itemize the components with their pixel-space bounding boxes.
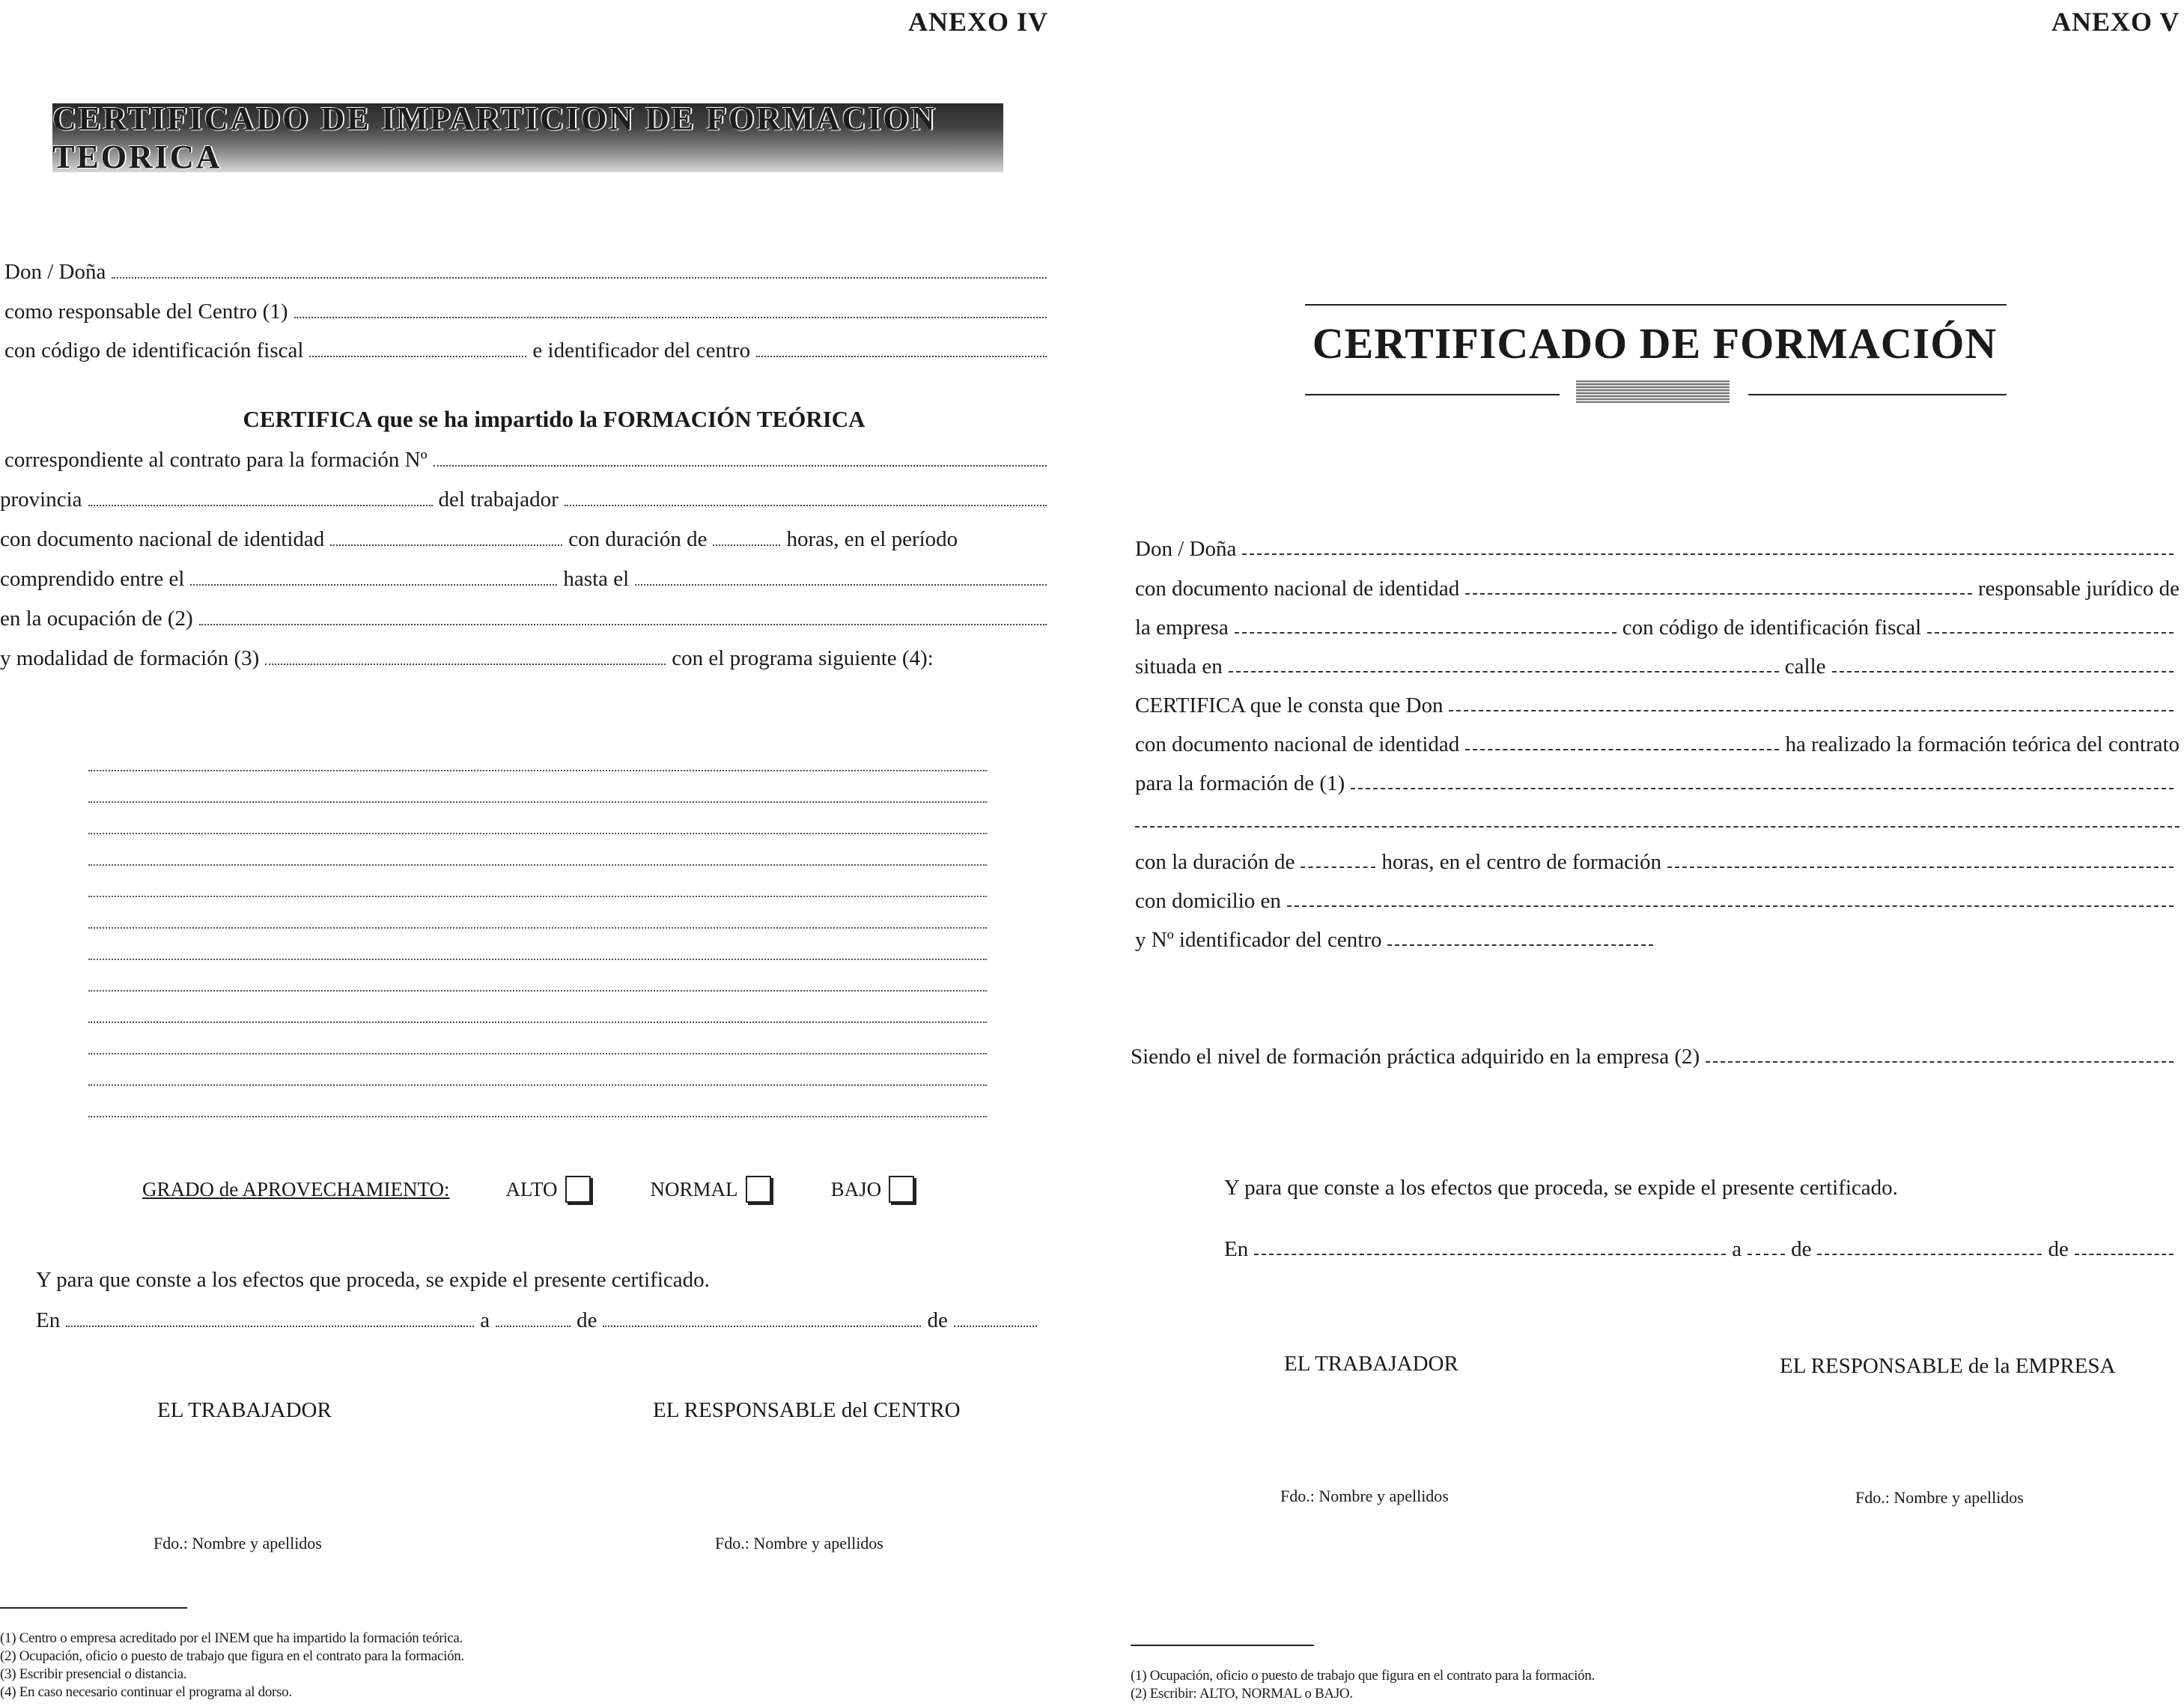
banner-title: CERTIFICADO DE IMPARTICION DE FORMACION TEORICA xyxy=(52,100,937,175)
signature-responsable: EL RESPONSABLE del CENTRO xyxy=(653,1398,961,1422)
footnote-3: (3) Escribir presencial o distancia. xyxy=(0,1666,187,1682)
cif-line[interactable] xyxy=(1927,631,2174,634)
place-line[interactable] xyxy=(66,1325,474,1327)
certificate-banner xyxy=(52,100,1003,175)
domicilio-line[interactable] xyxy=(1287,905,2174,907)
program-line[interactable] xyxy=(88,959,987,960)
title-emblem xyxy=(1576,380,1730,403)
situada-line[interactable] xyxy=(1229,670,1779,673)
date-line[interactable]: En a de de xyxy=(1224,1236,2180,1263)
program-line[interactable] xyxy=(88,801,987,803)
program-line[interactable] xyxy=(88,864,987,866)
program-line[interactable] xyxy=(88,1053,987,1054)
footnote-rule xyxy=(1131,1645,1314,1646)
identificador-line[interactable] xyxy=(1387,944,1653,946)
footnote-2: (2) Escribir: ALTO, NORMAL o BAJO. xyxy=(1131,1686,1353,1702)
bajo-checkbox[interactable] xyxy=(889,1176,914,1203)
anexo-v-page xyxy=(1123,0,2184,1706)
field-domicilio[interactable]: con domicilio en xyxy=(1135,887,2180,914)
closing-text: Y para que conste a los efectos que proceda, se expide el presente certificado. xyxy=(36,1268,710,1292)
footnote-1: (1) Centro o empresa acreditado por el INEM que ha impartido la formación teórica. xyxy=(0,1630,463,1646)
certificate-title: CERTIFICADO DE FORMACIÓN xyxy=(1312,319,1998,368)
signature-worker: EL TRABAJADOR xyxy=(1284,1352,1458,1376)
year-line[interactable] xyxy=(2075,1253,2174,1255)
contrato-line[interactable] xyxy=(434,464,1047,467)
field-consta[interactable]: CERTIFICA que le consta que Don xyxy=(1135,692,2180,719)
program-line[interactable] xyxy=(88,896,987,897)
program-line[interactable] xyxy=(88,770,987,771)
field-identificador[interactable]: y Nº identificador del centro xyxy=(1135,926,1659,953)
field-nivel[interactable]: Siendo el nivel de formación práctica adquirido en la empresa (2) xyxy=(1131,1043,2180,1070)
provincia-line[interactable] xyxy=(88,504,433,506)
para-line[interactable] xyxy=(1351,787,2174,789)
anexo-iv-label: ANEXO IV xyxy=(908,7,1049,37)
field-provincia[interactable]: provincia del trabajador xyxy=(0,486,1053,513)
cif-line[interactable] xyxy=(309,355,526,357)
date-line[interactable]: En a de de xyxy=(36,1307,1043,1334)
program-line[interactable] xyxy=(88,833,987,834)
fdo-responsable: Fdo.: Nombre y apellidos xyxy=(715,1534,883,1552)
alto-checkbox[interactable] xyxy=(565,1176,591,1203)
field-cif[interactable]: con código de identificación fiscal e identificador del centro xyxy=(4,337,1053,364)
title-top-rule xyxy=(1305,304,2007,306)
nivel-line[interactable] xyxy=(1706,1060,2174,1063)
consta-line[interactable] xyxy=(1449,709,2174,711)
title-bottom-rule-left xyxy=(1305,394,1560,395)
month-line[interactable] xyxy=(603,1325,921,1327)
fdo-worker: Fdo.: Nombre y apellidos xyxy=(1280,1487,1449,1505)
option-normal[interactable]: NORMAL xyxy=(651,1176,771,1203)
fdo-worker: Fdo.: Nombre y apellidos xyxy=(153,1534,322,1552)
trabajador-line[interactable] xyxy=(565,504,1047,506)
field-don[interactable]: Don / Doña xyxy=(4,258,1053,285)
field-empresa[interactable]: la empresa con código de identificación fiscal xyxy=(1135,614,2180,641)
dni2-line[interactable] xyxy=(1465,748,1779,750)
field-modalidad[interactable]: y modalidad de formación (3) con el programa siguiente (4): xyxy=(0,646,934,670)
certifica-heading: CERTIFICA que se ha impartido la FORMACIÓN TEÓRICA xyxy=(243,406,866,432)
calle-line[interactable] xyxy=(1832,670,2174,673)
program-line[interactable] xyxy=(88,1084,987,1086)
year-line[interactable] xyxy=(954,1325,1037,1327)
month-line[interactable] xyxy=(1817,1253,2042,1255)
hasta-line[interactable] xyxy=(635,583,1047,586)
field-dni[interactable]: con documento nacional de identidad con duración de horas, en el período xyxy=(0,527,958,551)
don-line[interactable] xyxy=(112,276,1047,279)
empresa-line[interactable] xyxy=(1235,631,1616,634)
footnote-2: (2) Ocupación, oficio o puesto de trabajo que figura en el contrato para la formación. xyxy=(0,1648,464,1664)
field-duracion[interactable]: con la duración de horas, en el centro de formación xyxy=(1135,849,2180,875)
footnote-4: (4) En caso necesario continuar el programa al dorso. xyxy=(0,1684,292,1700)
option-alto[interactable]: ALTO xyxy=(506,1176,591,1203)
field-don[interactable]: Don / Doña xyxy=(1135,535,2180,562)
day-line[interactable] xyxy=(496,1325,571,1327)
ocupacion-line[interactable] xyxy=(199,623,1047,625)
duracion-line[interactable] xyxy=(1301,866,1375,868)
signature-responsable: EL RESPONSABLE de la EMPRESA xyxy=(1780,1354,2116,1378)
program-line[interactable] xyxy=(88,1022,987,1023)
grado-label: GRADO de APROVECHAMIENTO: xyxy=(142,1177,450,1200)
field-periodo[interactable]: comprendido entre el hasta el xyxy=(0,565,1053,592)
field-ocupacion[interactable]: en la ocupación de (2) xyxy=(0,605,1053,632)
identificador-line[interactable] xyxy=(756,355,1047,357)
program-line[interactable] xyxy=(88,990,987,992)
don-line[interactable] xyxy=(1242,553,2174,555)
normal-checkbox[interactable] xyxy=(746,1176,771,1203)
anexo-v-label: ANEXO V xyxy=(2051,7,2180,37)
field-responsable[interactable]: como responsable del Centro (1) xyxy=(4,298,1053,325)
signature-worker: EL TRABAJADOR xyxy=(157,1398,332,1422)
field-dni2[interactable]: con documento nacional de identidad ha realizado la formación teórica del contrato xyxy=(1135,732,2180,756)
program-line[interactable] xyxy=(88,1116,987,1117)
dni-line[interactable] xyxy=(1465,592,1972,595)
fdo-responsable: Fdo.: Nombre y apellidos xyxy=(1855,1488,2024,1507)
field-dni[interactable]: con documento nacional de identidad responsable jurídico de xyxy=(1135,577,2180,601)
anexo-iv-page xyxy=(0,0,1063,1706)
program-line[interactable] xyxy=(88,927,987,929)
place-line[interactable] xyxy=(1254,1253,1726,1255)
closing-text: Y para que conste a los efectos que proceda, se expide el presente certificado. xyxy=(1224,1176,1898,1200)
field-contrato[interactable]: correspondiente al contrato para la formación Nº xyxy=(4,446,1053,473)
title-bottom-rule-right xyxy=(1748,394,2007,395)
field-situada[interactable]: situada en calle xyxy=(1135,653,2180,680)
day-line[interactable] xyxy=(1747,1253,1785,1255)
modalidad-line[interactable] xyxy=(265,663,666,665)
entre-line[interactable] xyxy=(190,583,557,586)
grado-aprovechamiento xyxy=(142,1176,974,1203)
option-bajo[interactable]: BAJO xyxy=(831,1176,915,1203)
footnote-rule xyxy=(0,1607,187,1609)
duracion-line[interactable] xyxy=(713,544,780,546)
centro-line[interactable] xyxy=(1667,866,2174,868)
dni-line[interactable] xyxy=(330,544,562,546)
footnote-1: (1) Ocupación, oficio o puesto de trabajo que figura en el contrato para la formación. xyxy=(1131,1668,1595,1684)
continuation-line[interactable] xyxy=(1135,826,2180,828)
field-para[interactable]: para la formación de (1) xyxy=(1135,770,2180,797)
responsable-line[interactable] xyxy=(294,316,1047,318)
